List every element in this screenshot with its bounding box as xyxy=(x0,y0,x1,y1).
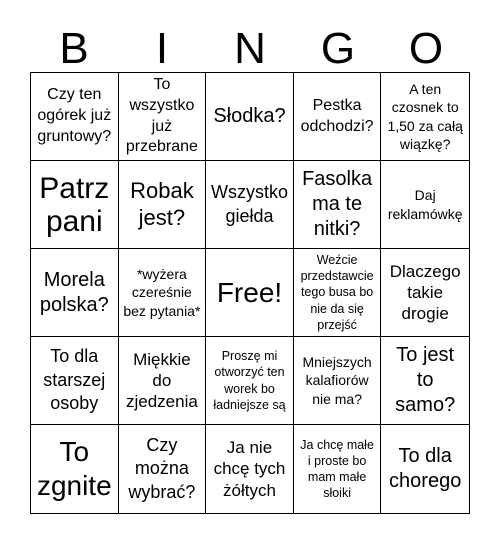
bingo-cell-r2c3[interactable]: Wszystko giełda xyxy=(206,161,294,249)
header-letter-n: N xyxy=(234,24,266,73)
bingo-header xyxy=(30,24,470,74)
bingo-cell-r4c1[interactable]: To dla starszej osoby xyxy=(31,337,119,425)
header-letter-o: O xyxy=(408,24,444,73)
bingo-cell-r2c2[interactable]: Robak jest? xyxy=(119,161,207,249)
bingo-cell-r5c1[interactable]: To zgnite xyxy=(31,425,119,513)
header-letter-g: G xyxy=(320,24,356,73)
bingo-cell-r4c5[interactable]: To jest to samo? xyxy=(381,337,469,425)
bingo-cell-r2c5[interactable]: Daj reklamówkę xyxy=(381,161,469,249)
bingo-cell-r5c4[interactable]: Ja chcę małe i proste bo mam małe słoiki xyxy=(294,425,382,513)
bingo-cell-r1c1[interactable]: Czy ten ogórek już gruntowy? xyxy=(31,73,119,161)
bingo-cell-r5c5[interactable]: To dla chorego xyxy=(389,445,462,492)
bingo-cell-r1c4[interactable]: Pestka odchodzi? xyxy=(294,73,382,161)
bingo-cell-r5c2[interactable]: Czy można wybrać? xyxy=(119,425,207,513)
bingo-cell-r2c4[interactable]: Fasolka ma te nitki? xyxy=(294,161,382,249)
bingo-board xyxy=(30,72,470,514)
bingo-cell-r1c5[interactable]: A ten czosnek to 1,50 za całą wiązkę? xyxy=(381,73,469,161)
bingo-cell-r3c2[interactable]: *wyżera czereśnie bez pytania* xyxy=(119,249,207,337)
bingo-cell-r4c2[interactable]: Miękkie do zjedzenia xyxy=(119,337,207,425)
bingo-cell-free[interactable]: Free! xyxy=(206,249,294,337)
bingo-cell-r3c4[interactable]: Weźcie przedstawcie tego busa bo nie da się przejść xyxy=(294,249,382,337)
bingo-cell-r1c2[interactable]: To wszystko już przebrane xyxy=(119,73,207,161)
header-letter-b: B xyxy=(59,24,89,73)
bingo-cell-r3c5[interactable]: Dlaczego takie drogie xyxy=(381,249,469,337)
bingo-cell-r3c1[interactable]: Morela polska? xyxy=(31,249,119,337)
bingo-cell-r4c4[interactable]: Mniejszych kalafiorów nie ma? xyxy=(294,337,382,425)
bingo-cell-r4c3[interactable]: Proszę mi otworzyć ten worek bo ładniejsze są xyxy=(206,337,294,425)
bingo-cell-r5c3[interactable]: Ja nie chcę tych żółtych xyxy=(206,425,294,513)
bingo-cell-r2c1[interactable]: Patrz pani xyxy=(31,161,119,249)
header-letter-i: I xyxy=(155,24,169,73)
bingo-cell-r1c3[interactable]: Słodka? xyxy=(206,73,294,161)
